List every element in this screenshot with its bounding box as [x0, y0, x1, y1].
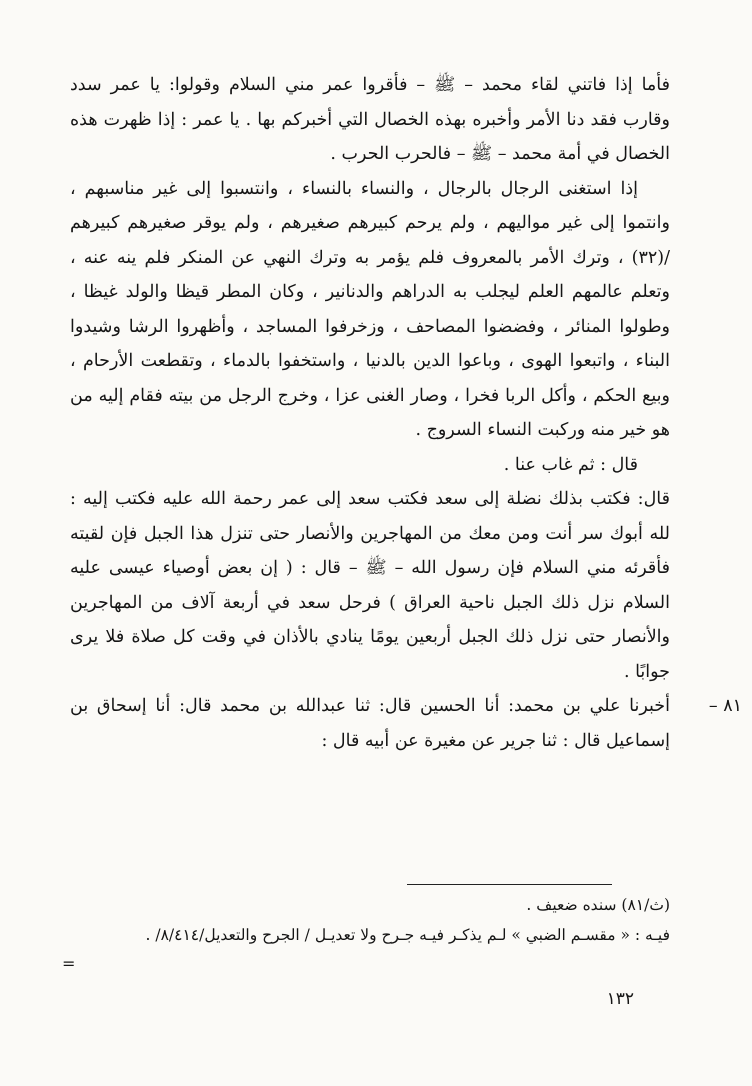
footnote-line-2: فيـه : « مقسـم الضبي » لـم يذكـر فيـه جـرح ولا تعديـل / الجرح والتعديل/٨/٤١٤/ . [145, 926, 670, 944]
paragraph-1: فأما إذا فاتني لقاء محمد – ﷺ – فأقروا عمر مني السلام وقولوا: يا عمر سدد وقارب فقد دنا الأمر وأخبره بهذه الخصال التي أخبركم بها . يا عمر : إذا ظهرت هذه الخصال في أمة محمد – ﷺ – فالحرب الحرب . [70, 75, 670, 164]
footnote-line-1: (ث/٨١) سنده ضعيف . [526, 896, 670, 914]
page-number: ١٣٢ [606, 989, 634, 1009]
footnote-continuation-mark: = [62, 954, 76, 973]
paragraph-4: قال: فكتب بذلك نضلة إلى سعد فكتب سعد إلى عمر رحمة الله عليه فكتب إليه : لله أبوك سر أنت ومن معك من المهاجرين والأنصار حتى تنزل هذا الجبل فإن لقيته فأقرئه مني السلام فإن رسول الله – ﷺ – قال : ( إن بعض أوصياء عيسى عليه السلام نزل ذلك الجبل ناحية العراق ) فرحل سعد في أربعة آلاف من المهاجرين والأنصار حتى نزل ذلك الجبل أربعين يومًا ينادي بالأذان في وقت كل صلاة فلا يرى جوابًا . [70, 489, 670, 682]
footnote-separator [407, 884, 612, 885]
footnote [70, 890, 670, 950]
hadith-number: ٨١ – [708, 696, 742, 716]
hadith-item [70, 689, 742, 758]
main-text [70, 68, 742, 758]
paragraph-2: إذا استغنى الرجال بالرجال ، والنساء بالنساء ، وانتسبوا إلى غير مناسبهم ، وانتموا إلى غير مواليهم ، ولم يرحم كبيرهم صغيرهم ، ولم يوقر صغيرهم كبيرهم /(٣٢) ، وترك الأمر بالمعروف فلم يؤمر به وترك النهي عن المنكر فلم ينه عنه ، وتعلم عالمهم العلم ليجلب به الدراهم والدنانير ، وكان المطر قيظا والولد غيظا ، وطولوا المنائر ، وفضضوا المصاحف ، وزخرفوا المساجد ، وأظهروا الرشا وشيدوا البناء ، واتبعوا الهوى ، وباعوا الدين بالدنيا ، واستخفوا بالدماء ، وتقطعت الأرحام ، وبيع الحكم ، وأكل الربا فخرا ، وصار الغنى عزا ، وخرج الرجل من بيته فقام إليه من هو خير منه وركبت النساء السروج . [70, 178, 670, 440]
paragraph-3: قال : ثم غاب عنا . [503, 454, 638, 475]
paragraph-5: أخبرنا علي بن محمد: أنا الحسين قال: ثنا عبدالله بن محمد قال: أنا إسحاق بن إسماعيل قال : ثنا جرير عن مغيرة عن أبيه قال : [70, 696, 670, 751]
